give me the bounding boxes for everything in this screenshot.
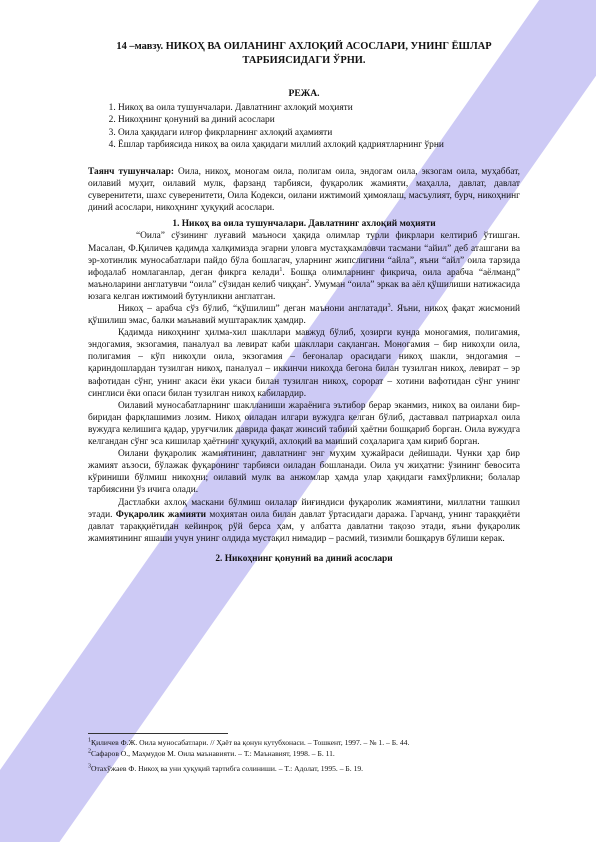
paragraph (88, 303, 520, 327)
key-concepts-label: Таянч тушунчалар: (88, 166, 175, 177)
footnote-text: Отахўжаев Ф. Никоҳ ва уни ҳуқуқий тартибга солиниши. – Т.: Адолат, 1995. – Б. 19. (91, 764, 364, 773)
main-content (88, 40, 520, 565)
page-title: 14 –мавзу. НИКОҲ ВА ОИЛАНИНГ АХЛОҚИЙ АСОСЛАРИ, УНИНГ ЁШЛАР ТАРБИЯСИДАГИ ЎРНИ. (116, 41, 492, 66)
paragraph-text: Дастлабки ахлоқ маскани бўлмиш оилалар йиғиндиси фуқаролик жамиятини, миллатни ташкил этади. (88, 497, 520, 520)
footnote-divider (88, 733, 228, 734)
footnote (88, 748, 520, 759)
footnote-number: 3 (88, 763, 91, 770)
footnotes (88, 733, 520, 774)
plan-item: 1. Никоҳ ва оила тушунчалари. Давлатнинг ахлоқий моҳияти (118, 102, 520, 114)
paragraph-text: . Бошқа олимларнинг фикрича, оила арабча “аёлманд” маъноларини англатувчи “оила” сўзидан келиб чиққан (88, 267, 520, 290)
paragraph: Оилавий муносабатларнинг шаклланиши жараёнига эътибор берар эканмиз, никоҳ ва оилани бир-биридан фарқлашимиз лозим. Никоҳ оиладан илгари вужудга келган бўлиб, даставвал патриархал оила вужудга келишига қадар, уруғчилик даврида фақат жинсий табиий ҳаётни бошқариб борган. Оила вужудга келгандан сўнг эса кишилар ҳаётнинг ҳуқуқий, ахлоқий ва маиший соҳаларига ҳам кириб борган. (88, 400, 520, 448)
paragraph-text: . Умуман “оила” эркак ва аёл қўшилиши натижасида юзага келган ижтимоий бутунликни англатган. (88, 279, 520, 302)
paragraph (88, 230, 520, 303)
plan-list (88, 102, 520, 152)
section-1-heading: 1. Никоҳ ва оила тушунчалари. Давлатнинг ахлоқий моҳияти (172, 219, 436, 230)
plan-item: 4. Ёшлар тарбиясида никоҳ ва оила ҳақидаги миллий ахлоқий қадриятларнинг ўрни (118, 139, 520, 151)
footnote-ref[interactable]: 2 (306, 278, 310, 285)
plan-item: 2. Никоҳнинг қонуний ва диний асослари (118, 114, 520, 126)
key-concepts-text: Оила, никоҳ, моногам оила, полигам оила, эндогам оила, экзогам оила, муҳаббат, оилавий муҳит, оилавий мулк, фарзанд тарбияси, фуқаролик жамияти, маҳалла, давлат, давлат суверенитети, шахс суверенитети, Оила Кодекси, оилани ижтимоий ҳимоялаш, масъулият, бурч, никоҳнинг диний асослари, никоҳнинг ҳуқуқий асослари. (88, 166, 520, 214)
footnote (88, 763, 520, 774)
paragraph: Қадимда никоҳнинг ҳилма-хил шакллари мавжуд бўлиб, ҳозирги кунда моногамия, полигамия, эндогамия, экзогамия, паналуал ва левират каби шакллари сақланган. Моногамия – бир никоҳли оила, полигамия – кўп никоҳли оила, экзогамия – беғоналар орасидаги никоҳ шакли, эндогамия – қариндошлардан тузилган никоҳ, паналуал – иккинчи никоҳда бегона билан тузилган никоҳ, левират – эр вафотидан сўнг, унинг акаси ёки укаси билан тузилган никоҳ, сорорат – хотини вафотидан сўнг унинг синглиси ёки опаси билан тузилган никоҳ кабилардир. (88, 328, 520, 399)
paragraph-text: “Оила” сўзининг луғавий маъноси ҳақида олимлар турли фикрлари келтириб ўтишган. Масалан, Ф.Қиличев қадимда халқимизда эгарни уловга мустаҳкамловчи тасмани “айил” деб аташгани ва эр-хотинлик муносабатлари пайдо бўла бошлагач, уларнинг жипслигини “айла”, яъни “айл” оила тарзида ифодалаб номлаганлар, деган фикрга келади (88, 231, 520, 278)
footnote-ref[interactable]: 1 (279, 266, 283, 273)
section-2-heading: 2. Никоҳнинг қонуний ва диний асослари (215, 553, 393, 564)
footnote-ref[interactable]: 3 (387, 302, 391, 309)
plan-item: 3. Оила ҳақидаги илғор фикрларнинг ахлоқий аҳамияти (118, 127, 520, 139)
paragraph-text: Никоҳ – арабча сўз бўлиб, “қўшилиш” деган маънони англатади (118, 304, 388, 314)
bold-term: Фуқаролик жамияти (115, 509, 207, 520)
footnote-text: Қиличев Ф.Ж. Оила муносабатлари. // Ҳаёт ва қонун кутубхонаси. – Тошкент, 1997. – № 1. – Б. 44. (91, 738, 410, 747)
footnote-number: 2 (88, 748, 91, 755)
footnote-number: 1 (88, 737, 91, 744)
paragraph-text: . Яъни, никоҳ фақат жисмоний қўшилиш эмас, балки маънавий муштараклик ҳамдир. (88, 304, 520, 327)
paragraph (88, 497, 520, 545)
plan-heading: РЕЖА. (288, 88, 320, 99)
key-concepts (88, 166, 520, 215)
paragraph-text: моҳиятан оила билан давлат ўртасидаги даража. Гарчанд, унинг тараққиёти давлат тараққиётидан кейинроқ рўй берса ҳам, у албатта давлатни тақозо этади, яъни фуқаролик жамиятининг яшаши учун унинг олдида мустақил нимадир – расмий, тизимли бошқарув бўлиши керак. (88, 509, 520, 544)
paragraph: Оилани фуқаролик жамиятининг, давлатнинг энг муҳим ҳужайраси дейишади. Чунки ҳар бир жамият аъзоси, бўлажак фуқаронинг тарбияси оиладан бошланади. Оила уч жиҳатни: ўзининг бевосита кўриниши бўлмиш никоҳни; оилавий мулк ва анжомлар ҳамда улар ҳақидаги ғамхўрликни; болалар тарбиясини ўз ичига олади. (88, 449, 520, 496)
footnote-text: Сафаров О., Маҳмудов М. Оила маънавияти. – Т.: Маънавият, 1998. – Б. 11. (91, 749, 335, 758)
footnote (88, 737, 520, 748)
